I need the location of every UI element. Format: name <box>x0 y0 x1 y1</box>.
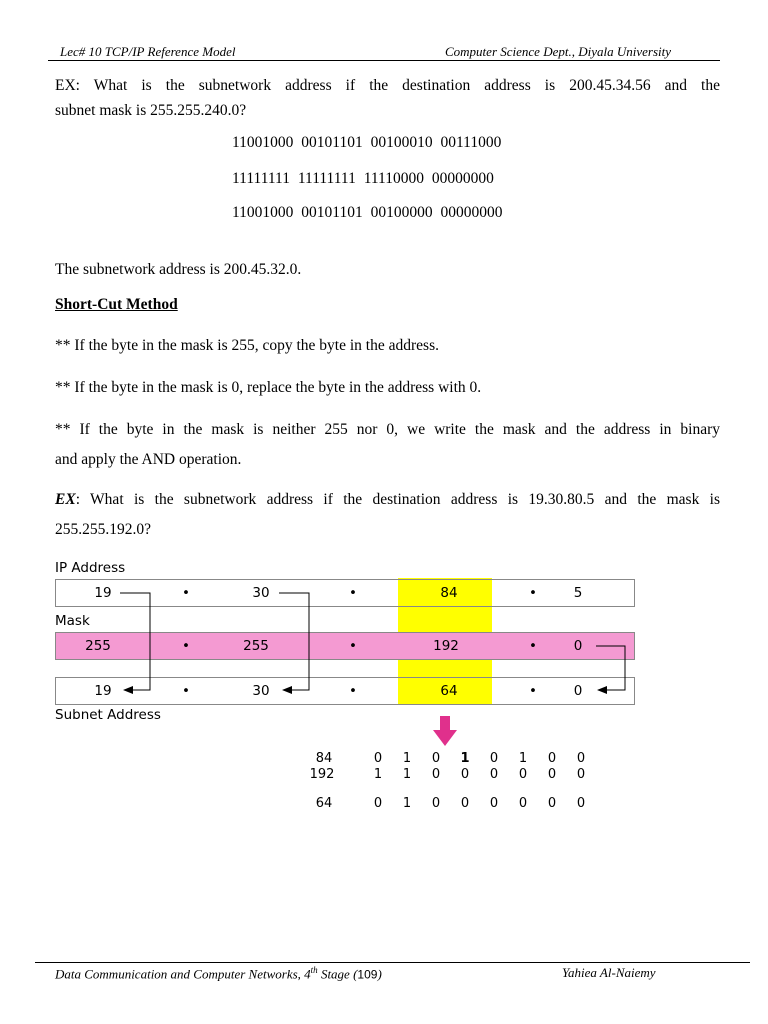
bit: 0 <box>576 751 586 766</box>
subnet-dot-1: • <box>182 683 190 699</box>
header-right: Computer Science Dept., Diyala University <box>445 44 671 59</box>
bit: 0 <box>576 767 586 782</box>
bit: 0 <box>373 796 383 811</box>
shortcut-rule-3-line2: and apply the AND operation. <box>55 451 242 468</box>
mask-dot-1: • <box>182 638 190 654</box>
mask-byte-4: 0 <box>573 638 583 654</box>
subnet-byte-3: 64 <box>440 683 458 699</box>
bit: 1 <box>373 767 383 782</box>
bit: 0 <box>431 796 441 811</box>
bit: 1 <box>402 767 412 782</box>
ex1-binary-mask: 11111111 11111111 11110000 00000000 <box>232 170 494 187</box>
bit: 0 <box>547 767 557 782</box>
subnet-byte-4: 0 <box>573 683 583 699</box>
footer-stage: Stage ( <box>317 966 358 982</box>
shortcut-rule-3-line1: ** If the byte in the mask is neither 255 nor 0, we write the mask and the address in binary <box>55 421 720 438</box>
bit: 1 <box>460 751 470 766</box>
bit: 1 <box>402 751 412 766</box>
footer-rule <box>35 962 750 963</box>
ex2-label: EX <box>55 491 76 508</box>
ip-dot-1: • <box>182 585 190 601</box>
ex1-binary-address: 11001000 00101101 00100010 00111000 <box>232 134 502 151</box>
subnet-address-label: Subnet Address <box>55 707 161 723</box>
mask-byte-2: 255 <box>243 638 269 654</box>
arrow-copy-byte-2 <box>279 593 309 690</box>
arrow-zero-byte-4 <box>596 646 625 690</box>
shortcut-rule-1: ** If the byte in the mask is 255, copy the byte in the address. <box>55 337 439 354</box>
bit: 0 <box>489 767 499 782</box>
mask-byte-3: 192 <box>433 638 459 654</box>
ip-byte-1: 19 <box>94 585 112 601</box>
shortcut-rule-2: ** If the byte in the mask is 0, replace the byte in the address with 0. <box>55 379 482 396</box>
and-row-label: 192 <box>309 767 335 782</box>
shortcut-heading: Short-Cut Method <box>55 296 178 313</box>
ex2-question-line2: 255.255.192.0? <box>55 521 152 538</box>
and-row-label: 84 <box>315 751 333 766</box>
ip-byte-2: 30 <box>252 585 270 601</box>
ex1-answer: The subnetwork address is 200.45.32.0. <box>55 261 302 278</box>
footer-sup: th <box>310 965 318 975</box>
ip-byte-3: 84 <box>440 585 458 601</box>
ex1-question-line1: EX: What is the subnetwork address if the destination address is 200.45.34.56 and the <box>55 77 720 94</box>
ip-dot-2: • <box>349 585 357 601</box>
and-row-label: 64 <box>315 796 333 811</box>
ip-dot-3: • <box>529 585 537 601</box>
ex1-binary-result: 11001000 00101101 00100000 00000000 <box>232 204 503 221</box>
bit: 0 <box>518 796 528 811</box>
ex1-question-line2: subnet mask is 255.255.240.0? <box>55 102 247 119</box>
footer-paren: ) <box>377 966 382 982</box>
ex2-question-text: : What is the subnetwork address if the destination address is 19.30.80.5 and the mask is <box>75 491 720 508</box>
footer-author: Yahiea Al-Naiemy <box>562 965 656 980</box>
bit: 0 <box>576 796 586 811</box>
subnet-byte-1: 19 <box>94 683 112 699</box>
mask-dot-2: • <box>349 638 357 654</box>
subnet-byte-2: 30 <box>252 683 270 699</box>
bit: 0 <box>460 767 470 782</box>
bit: 0 <box>489 751 499 766</box>
footer-left <box>55 965 382 982</box>
mask-dot-3: • <box>529 638 537 654</box>
subnet-dot-3: • <box>529 683 537 699</box>
bit: 0 <box>489 796 499 811</box>
down-arrow-icon <box>433 716 457 746</box>
bit: 0 <box>518 767 528 782</box>
bit: 0 <box>373 751 383 766</box>
footer-course: Data Communication and Computer Networks, 4 <box>55 966 311 982</box>
bit: 1 <box>518 751 528 766</box>
bit: 0 <box>431 767 441 782</box>
ip-byte-4: 5 <box>573 585 583 601</box>
arrow-copy-byte-1 <box>120 593 150 690</box>
header-left: Lec# 10 TCP/IP Reference Model <box>60 44 236 59</box>
bit: 1 <box>402 796 412 811</box>
mask-label: Mask <box>55 613 90 629</box>
bit: 0 <box>431 751 441 766</box>
bit: 0 <box>460 796 470 811</box>
mask-byte-1: 255 <box>85 638 111 654</box>
page-number: 109 <box>357 967 378 982</box>
subnet-dot-2: • <box>349 683 357 699</box>
bit: 0 <box>547 751 557 766</box>
ip-address-label: IP Address <box>55 560 126 576</box>
bit: 0 <box>547 796 557 811</box>
